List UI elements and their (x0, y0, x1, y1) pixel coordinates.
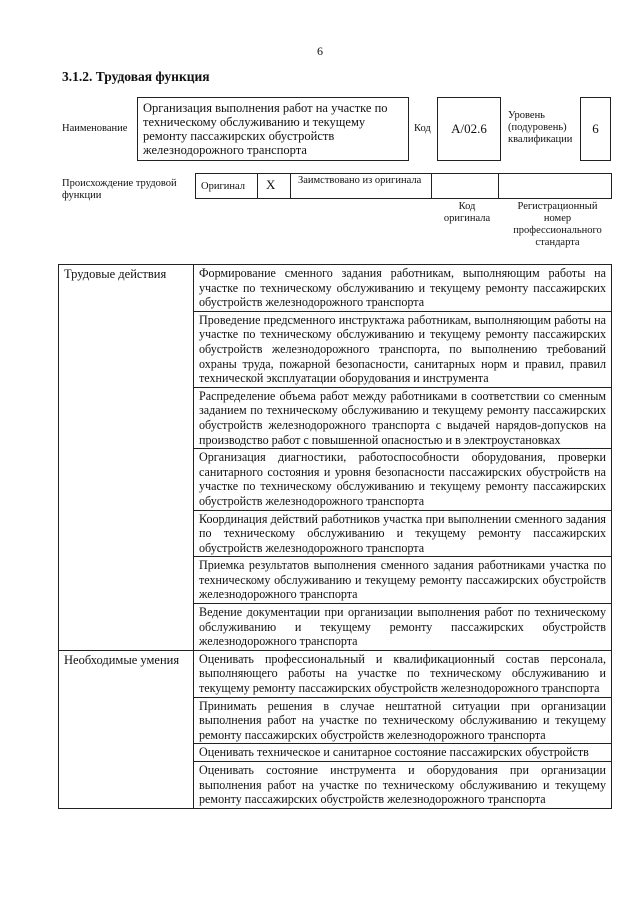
list-item: Приемка результатов выполнения сменного задания работниками участка по техническому обслуживанию и текущему ремонту пассажирских обустройств железнодорожного транспорта (194, 557, 612, 604)
original-mark: X (266, 177, 276, 192)
section-title: 3.1.2. Трудовая функция (62, 69, 210, 84)
list-item: Распределение объема работ между работниками в соответствии со сменным заданием по техническому обслуживанию и текущему ремонту пассажирских обустройств железнодорожного транспорта с выдачей нарядов-допусков на производство работ с повышенной опасностью и в электроустановках (194, 387, 612, 448)
list-item: Проведение предсменного инструктажа работникам, выполняющим работы на участке по техническому обслуживанию и текущему ремонту пассажирских обустройств железнодорожного транспорта, по выполнению требований охраны труда, пожарной безопасности, санитарных норм и правил, правил технической эксплуатации оборудования и инструмента (194, 311, 612, 387)
list-item: Организация диагностики, работоспособности оборудования, проверки санитарного состояния и уровня безопасности пассажирских обустройств на участке по техническому обслуживанию и текущему ремонту пассажирских обустройств железнодорожного транспорта (194, 449, 612, 510)
list-item: Ведение документации при организации выполнения работ по техническому обслуживанию и текущему ремонту пассажирских обустройств железнодорожного транспорта (194, 604, 612, 651)
code-value: A/02.6 (437, 97, 501, 161)
list-item: Оценивать техническое и санитарное состояние пассажирских обустройств (194, 744, 612, 762)
origin-code-cell (432, 174, 499, 198)
original-label: Оригинал (201, 181, 245, 192)
level-label: Уровень (подуровень) квалификации (508, 110, 573, 145)
reg-number-label: Регистрационный номер профессионального стандарта (513, 201, 602, 248)
borrowed-label: Заимствовано из оригинала (298, 175, 422, 186)
code-label: Код (414, 123, 431, 134)
table-row (59, 265, 612, 312)
level-value: 6 (580, 97, 611, 161)
list-item: Оценивать состояние инструмента и оборудования при организации выполнения работ на участке по техническому обслуживанию и текущему ремонту пассажирских обустройств железнодорожного транспорта (194, 762, 612, 809)
section-label-actions: Трудовые действия (59, 265, 194, 651)
name-value: Организация выполнения работ на участке по техническому обслуживанию и текущему ремонту пассажирских обустройств железнодорожного транспорта (137, 97, 409, 161)
list-item: Координация действий работников участка при выполнении сменного задания по техническому обслуживанию и текущему ремонту пассажирских обустройств железнодорожного транспорта (194, 510, 612, 557)
list-item: Формирование сменного задания работникам, выполняющим работы на участке по техническому обслуживанию и текущему ремонту пассажирских обустройств железнодорожного транспорта (194, 265, 612, 312)
name-label: Наименование (62, 123, 128, 134)
labor-function-table (58, 264, 612, 809)
list-item: Оценивать профессиональный и квалификационный состав персонала, выполняющего работы на участке по техническому обслуживанию и текущему ремонту пассажирских обустройств железнодорожного транспорта (194, 650, 612, 697)
list-item: Принимать решения в случае нештатной ситуации при организации выполнения работ на участке по техническому обслуживанию и текущему ремонту пассажирских обустройств железнодорожного транспорта (194, 697, 612, 744)
table-row (59, 650, 612, 697)
page-number: 6 (317, 44, 323, 58)
origin-label: Происхождение трудовой функции (62, 178, 177, 201)
origin-code-label: Код оригинала (443, 201, 491, 224)
section-label-skills: Необходимые умения (59, 650, 194, 808)
